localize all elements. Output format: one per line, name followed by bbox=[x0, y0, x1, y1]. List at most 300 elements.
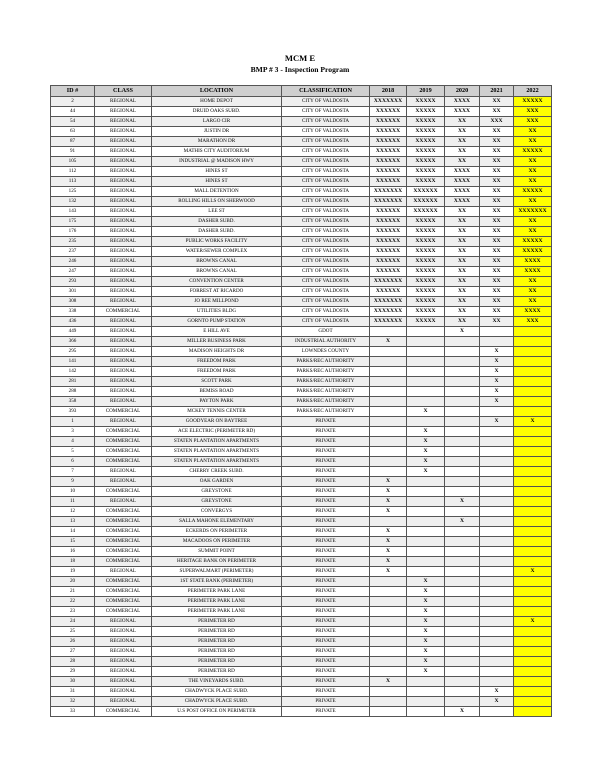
classification-cell: GDOT bbox=[282, 327, 370, 337]
year-2021-cell bbox=[480, 627, 514, 637]
classification-cell: CITY OF VALDOSTA bbox=[282, 167, 370, 177]
table-row bbox=[51, 187, 552, 197]
table-row bbox=[51, 537, 552, 547]
year-2018-cell: XXXXXX bbox=[370, 147, 407, 157]
year-2022-cell: X bbox=[514, 567, 552, 577]
classification-cell: CITY OF VALDOSTA bbox=[282, 137, 370, 147]
classification-cell: PRIVATE bbox=[282, 557, 370, 567]
year-2022-cell: XX bbox=[514, 127, 552, 137]
classification-cell: CITY OF VALDOSTA bbox=[282, 147, 370, 157]
table-row bbox=[51, 327, 552, 337]
id-cell: 6 bbox=[51, 457, 95, 467]
location-cell: FORREST AT RICARDO bbox=[152, 287, 282, 297]
year-2019-cell bbox=[407, 417, 445, 427]
year-2018-cell: X bbox=[370, 527, 407, 537]
class-cell: REGIONAL bbox=[95, 117, 152, 127]
year-2019-cell: X bbox=[407, 587, 445, 597]
year-2020-cell bbox=[445, 687, 480, 697]
location-cell: PERIMETER RD bbox=[152, 637, 282, 647]
year-2020-cell: XX bbox=[445, 117, 480, 127]
class-cell: COMMERCIAL bbox=[95, 607, 152, 617]
id-cell: 29 bbox=[51, 667, 95, 677]
id-cell: 293 bbox=[51, 277, 95, 287]
id-cell: 113 bbox=[51, 177, 95, 187]
classification-cell: CITY OF VALDOSTA bbox=[282, 297, 370, 307]
year-2018-cell bbox=[370, 357, 407, 367]
year-2018-cell bbox=[370, 467, 407, 477]
year-2021-cell bbox=[480, 677, 514, 687]
year-2021-cell bbox=[480, 597, 514, 607]
location-cell: BROWNS CANAL bbox=[152, 257, 282, 267]
class-cell: REGIONAL bbox=[95, 237, 152, 247]
year-2018-cell bbox=[370, 707, 407, 717]
year-2019-cell bbox=[407, 547, 445, 557]
id-cell: 175 bbox=[51, 217, 95, 227]
year-2020-cell: XXXX bbox=[445, 107, 480, 117]
year-2022-cell: XXXX bbox=[514, 257, 552, 267]
table-row bbox=[51, 347, 552, 357]
year-2019-cell: X bbox=[407, 457, 445, 467]
year-2022-cell bbox=[514, 507, 552, 517]
year-2021-cell bbox=[480, 407, 514, 417]
year-2022-cell bbox=[514, 467, 552, 477]
year-2018-cell bbox=[370, 617, 407, 627]
location-cell: MCKEY TENNIS CENTER bbox=[152, 407, 282, 417]
location-cell: DASHER SUBD. bbox=[152, 217, 282, 227]
class-cell: REGIONAL bbox=[95, 667, 152, 677]
year-2019-cell: XXXXX bbox=[407, 267, 445, 277]
year-2022-cell bbox=[514, 437, 552, 447]
year-2022-cell: XXXXX bbox=[514, 247, 552, 257]
year-2020-cell: X bbox=[445, 497, 480, 507]
year-2018-cell bbox=[370, 667, 407, 677]
classification-cell: PRIVATE bbox=[282, 577, 370, 587]
year-2020-cell: XXXX bbox=[445, 187, 480, 197]
class-cell: COMMERCIAL bbox=[95, 487, 152, 497]
class-cell: REGIONAL bbox=[95, 187, 152, 197]
year-2020-cell bbox=[445, 457, 480, 467]
class-cell: REGIONAL bbox=[95, 397, 152, 407]
year-2021-cell bbox=[480, 457, 514, 467]
classification-cell: CITY OF VALDOSTA bbox=[282, 157, 370, 167]
class-cell: COMMERCIAL bbox=[95, 527, 152, 537]
year-2021-cell: XX bbox=[480, 227, 514, 237]
year-2022-cell bbox=[514, 487, 552, 497]
year-2018-cell bbox=[370, 627, 407, 637]
location-cell: DASHER SUBD. bbox=[152, 227, 282, 237]
year-2020-cell: XX bbox=[445, 137, 480, 147]
id-cell: 32 bbox=[51, 697, 95, 707]
year-2019-cell: X bbox=[407, 607, 445, 617]
year-2022-cell: XXX bbox=[514, 317, 552, 327]
year-2021-cell bbox=[480, 617, 514, 627]
id-cell: 4 bbox=[51, 437, 95, 447]
year-2018-cell: XXXXXX bbox=[370, 157, 407, 167]
year-2018-cell: X bbox=[370, 537, 407, 547]
year-2021-cell: XX bbox=[480, 247, 514, 257]
classification-cell: PRIVATE bbox=[282, 607, 370, 617]
year-2019-cell bbox=[407, 357, 445, 367]
table-row bbox=[51, 437, 552, 447]
year-2022-cell bbox=[514, 697, 552, 707]
location-cell: JO REE MILLPOND bbox=[152, 297, 282, 307]
year-2022-cell: XXXXX bbox=[514, 237, 552, 247]
classification-cell: CITY OF VALDOSTA bbox=[282, 257, 370, 267]
year-2021-cell: X bbox=[480, 397, 514, 407]
year-2018-cell: XXXXXX bbox=[370, 167, 407, 177]
year-2022-cell bbox=[514, 647, 552, 657]
class-cell: REGIONAL bbox=[95, 287, 152, 297]
year-2022-cell bbox=[514, 637, 552, 647]
year-2020-cell bbox=[445, 547, 480, 557]
id-cell: 26 bbox=[51, 637, 95, 647]
year-2019-cell: X bbox=[407, 667, 445, 677]
id-cell: 11 bbox=[51, 497, 95, 507]
id-cell: 24 bbox=[51, 617, 95, 627]
table-row bbox=[51, 497, 552, 507]
year-2020-cell: XX bbox=[445, 217, 480, 227]
location-cell: CHERRY CREEK SUBD. bbox=[152, 467, 282, 477]
classification-cell: PRIVATE bbox=[282, 437, 370, 447]
class-cell: COMMERCIAL bbox=[95, 537, 152, 547]
table-row bbox=[51, 387, 552, 397]
location-cell: PERIMETER PARK LANE bbox=[152, 587, 282, 597]
class-cell: REGIONAL bbox=[95, 617, 152, 627]
location-cell: MARATHON DR bbox=[152, 137, 282, 147]
class-cell: REGIONAL bbox=[95, 127, 152, 137]
table-row bbox=[51, 557, 552, 567]
year-2018-cell bbox=[370, 457, 407, 467]
year-2019-cell bbox=[407, 707, 445, 717]
year-2022-cell: XX bbox=[514, 297, 552, 307]
id-cell: 2 bbox=[51, 97, 95, 107]
table-row bbox=[51, 657, 552, 667]
year-2022-cell: XXXXX bbox=[514, 147, 552, 157]
table-row bbox=[51, 607, 552, 617]
year-2022-cell: XX bbox=[514, 177, 552, 187]
year-2019-cell: XXXXXX bbox=[407, 187, 445, 197]
location-cell: PERIMETER RD bbox=[152, 617, 282, 627]
year-2022-cell: XXX bbox=[514, 117, 552, 127]
year-2021-cell: X bbox=[480, 357, 514, 367]
year-2020-cell: XX bbox=[445, 297, 480, 307]
year-2021-cell bbox=[480, 537, 514, 547]
year-2021-cell bbox=[480, 647, 514, 657]
location-cell: FREEDOM PARK bbox=[152, 357, 282, 367]
classification-cell: PRIVATE bbox=[282, 497, 370, 507]
year-2022-cell bbox=[514, 457, 552, 467]
year-2021-cell bbox=[480, 477, 514, 487]
year-2020-cell: XX bbox=[445, 147, 480, 157]
table-row bbox=[51, 317, 552, 327]
location-cell: THE VINEYARDS SUBD. bbox=[152, 677, 282, 687]
year-2021-cell bbox=[480, 447, 514, 457]
location-cell: GREYSTONE bbox=[152, 487, 282, 497]
id-cell: 15 bbox=[51, 537, 95, 547]
year-2018-cell: XXXXXX bbox=[370, 217, 407, 227]
year-2018-cell: XXXXXXX bbox=[370, 187, 407, 197]
classification-cell: CITY OF VALDOSTA bbox=[282, 227, 370, 237]
year-2021-cell: XX bbox=[480, 267, 514, 277]
year-2018-cell: XXXXXX bbox=[370, 137, 407, 147]
year-2021-cell: XX bbox=[480, 97, 514, 107]
table-row bbox=[51, 247, 552, 257]
class-cell: COMMERCIAL bbox=[95, 447, 152, 457]
classification-cell: CITY OF VALDOSTA bbox=[282, 237, 370, 247]
location-cell: MATHIS CITY AUDITORIUM bbox=[152, 147, 282, 157]
year-2020-cell: XX bbox=[445, 267, 480, 277]
location-cell: MALL DETENTION bbox=[152, 187, 282, 197]
class-cell: REGIONAL bbox=[95, 267, 152, 277]
year-2018-cell bbox=[370, 397, 407, 407]
id-cell: 308 bbox=[51, 297, 95, 307]
location-cell: SCOTT PARK bbox=[152, 377, 282, 387]
document-title: MCM E bbox=[284, 53, 316, 63]
year-2021-cell bbox=[480, 667, 514, 677]
class-cell: REGIONAL bbox=[95, 357, 152, 367]
year-2022-cell bbox=[514, 667, 552, 677]
id-cell: 436 bbox=[51, 317, 95, 327]
location-cell: PERIMETER RD bbox=[152, 627, 282, 637]
year-2022-cell bbox=[514, 357, 552, 367]
year-2019-cell: XXXXX bbox=[407, 97, 445, 107]
location-cell: BROWNS CANAL bbox=[152, 267, 282, 277]
year-2022-cell: XXXXX bbox=[514, 97, 552, 107]
table-row bbox=[51, 137, 552, 147]
table-row bbox=[51, 627, 552, 637]
year-2022-cell: X bbox=[514, 617, 552, 627]
class-cell: COMMERCIAL bbox=[95, 597, 152, 607]
class-cell: REGIONAL bbox=[95, 477, 152, 487]
location-cell: U.S POST OFFICE ON PERIMETER bbox=[152, 707, 282, 717]
year-2020-cell bbox=[445, 617, 480, 627]
year-2019-cell bbox=[407, 337, 445, 347]
table-row bbox=[51, 287, 552, 297]
location-cell: BEMISS ROAD bbox=[152, 387, 282, 397]
year-2020-cell bbox=[445, 347, 480, 357]
year-2019-cell: XXXXX bbox=[407, 277, 445, 287]
year-2020-cell bbox=[445, 507, 480, 517]
classification-cell: PRIVATE bbox=[282, 537, 370, 547]
location-cell: HERITAGE BANK ON PERIMETER bbox=[152, 557, 282, 567]
id-cell: 235 bbox=[51, 237, 95, 247]
year-2020-cell: XX bbox=[445, 277, 480, 287]
class-cell: REGIONAL bbox=[95, 177, 152, 187]
year-2021-cell: XX bbox=[480, 177, 514, 187]
location-cell: GORNTO PUMP STATION bbox=[152, 317, 282, 327]
column-header-2018: 2018 bbox=[370, 86, 407, 97]
year-2021-cell bbox=[480, 607, 514, 617]
location-cell: JUSTIN DR bbox=[152, 127, 282, 137]
year-2019-cell: X bbox=[407, 447, 445, 457]
id-cell: 20 bbox=[51, 577, 95, 587]
year-2022-cell bbox=[514, 527, 552, 537]
year-2018-cell: X bbox=[370, 507, 407, 517]
year-2019-cell: X bbox=[407, 437, 445, 447]
year-2019-cell: X bbox=[407, 657, 445, 667]
year-2022-cell bbox=[514, 407, 552, 417]
class-cell: COMMERCIAL bbox=[95, 307, 152, 317]
year-2022-cell bbox=[514, 707, 552, 717]
classification-cell: PARKS/REC AUTHORITY bbox=[282, 397, 370, 407]
year-2018-cell: XXXXXX bbox=[370, 257, 407, 267]
year-2021-cell: XX bbox=[480, 127, 514, 137]
table-row bbox=[51, 367, 552, 377]
year-2020-cell: XX bbox=[445, 127, 480, 137]
year-2019-cell bbox=[407, 377, 445, 387]
year-2022-cell bbox=[514, 447, 552, 457]
id-cell: 393 bbox=[51, 407, 95, 417]
location-cell: FREEDOM PARK bbox=[152, 367, 282, 377]
class-cell: REGIONAL bbox=[95, 227, 152, 237]
year-2022-cell bbox=[514, 607, 552, 617]
location-cell: GOODYEAR ON BAYTREE bbox=[152, 417, 282, 427]
year-2018-cell: XXXXXXX bbox=[370, 297, 407, 307]
id-cell: 247 bbox=[51, 267, 95, 277]
column-header-location: LOCATION bbox=[152, 86, 282, 97]
year-2019-cell bbox=[407, 347, 445, 357]
year-2019-cell bbox=[407, 527, 445, 537]
year-2022-cell bbox=[514, 577, 552, 587]
classification-cell: PRIVATE bbox=[282, 527, 370, 537]
id-cell: 54 bbox=[51, 117, 95, 127]
table-row bbox=[51, 257, 552, 267]
location-cell: GREYSTONE bbox=[152, 497, 282, 507]
class-cell: COMMERCIAL bbox=[95, 407, 152, 417]
class-cell: REGIONAL bbox=[95, 377, 152, 387]
classification-cell: CITY OF VALDOSTA bbox=[282, 247, 370, 257]
year-2019-cell bbox=[407, 507, 445, 517]
classification-cell: PRIVATE bbox=[282, 467, 370, 477]
year-2018-cell bbox=[370, 347, 407, 357]
table-row bbox=[51, 457, 552, 467]
year-2020-cell: XX bbox=[445, 237, 480, 247]
year-2020-cell bbox=[445, 487, 480, 497]
year-2018-cell bbox=[370, 637, 407, 647]
year-2022-cell bbox=[514, 497, 552, 507]
class-cell: REGIONAL bbox=[95, 417, 152, 427]
table-row bbox=[51, 157, 552, 167]
location-cell: CHADWYCK PLACE SUBD. bbox=[152, 687, 282, 697]
classification-cell: PRIVATE bbox=[282, 597, 370, 607]
year-2019-cell: XXXXX bbox=[407, 127, 445, 137]
year-2019-cell: XXXXX bbox=[407, 217, 445, 227]
table-row bbox=[51, 277, 552, 287]
year-2021-cell bbox=[480, 427, 514, 437]
table-row bbox=[51, 397, 552, 407]
table-row bbox=[51, 237, 552, 247]
id-cell: 91 bbox=[51, 147, 95, 157]
year-2021-cell bbox=[480, 527, 514, 537]
year-2019-cell: XXXXXX bbox=[407, 207, 445, 217]
year-2019-cell: X bbox=[407, 637, 445, 647]
location-cell: STATEN PLANTATION APARTMENTS bbox=[152, 437, 282, 447]
inspection-table bbox=[50, 85, 552, 717]
class-cell: REGIONAL bbox=[95, 697, 152, 707]
location-cell: ACE ELECTRIC (PERIMETER RD) bbox=[152, 427, 282, 437]
table-row bbox=[51, 467, 552, 477]
location-cell: CONVERGYS bbox=[152, 507, 282, 517]
classification-cell: LOWNDES COUNTY bbox=[282, 347, 370, 357]
id-cell: 87 bbox=[51, 137, 95, 147]
table-row bbox=[51, 207, 552, 217]
location-cell: INDUSTRIAL @ MADISON HWY bbox=[152, 157, 282, 167]
year-2021-cell: XX bbox=[480, 317, 514, 327]
year-2020-cell bbox=[445, 667, 480, 677]
classification-cell: PRIVATE bbox=[282, 447, 370, 457]
year-2021-cell: XX bbox=[480, 107, 514, 117]
year-2018-cell: X bbox=[370, 547, 407, 557]
year-2022-cell: XXX bbox=[514, 107, 552, 117]
year-2021-cell bbox=[480, 547, 514, 557]
table-row bbox=[51, 337, 552, 347]
year-2021-cell bbox=[480, 657, 514, 667]
year-2022-cell bbox=[514, 387, 552, 397]
class-cell: COMMERCIAL bbox=[95, 707, 152, 717]
year-2018-cell bbox=[370, 437, 407, 447]
table-row bbox=[51, 307, 552, 317]
year-2021-cell: XX bbox=[480, 257, 514, 267]
year-2021-cell: XX bbox=[480, 197, 514, 207]
id-cell: 13 bbox=[51, 517, 95, 527]
classification-cell: PRIVATE bbox=[282, 687, 370, 697]
id-cell: 22 bbox=[51, 597, 95, 607]
location-cell: PERIMETER PARK LANE bbox=[152, 607, 282, 617]
id-cell: 366 bbox=[51, 337, 95, 347]
classification-cell: CITY OF VALDOSTA bbox=[282, 187, 370, 197]
id-cell: 237 bbox=[51, 247, 95, 257]
table-row bbox=[51, 447, 552, 457]
location-cell: HINES ST bbox=[152, 167, 282, 177]
year-2022-cell: XX bbox=[514, 287, 552, 297]
year-2020-cell bbox=[445, 447, 480, 457]
year-2021-cell: XX bbox=[480, 237, 514, 247]
year-2022-cell bbox=[514, 587, 552, 597]
year-2018-cell: XXXXXX bbox=[370, 177, 407, 187]
year-2020-cell bbox=[445, 367, 480, 377]
year-2021-cell: XX bbox=[480, 157, 514, 167]
year-2018-cell bbox=[370, 447, 407, 457]
class-cell: REGIONAL bbox=[95, 687, 152, 697]
year-2018-cell: XXXXXXX bbox=[370, 97, 407, 107]
year-2022-cell: XX bbox=[514, 227, 552, 237]
classification-cell: PRIVATE bbox=[282, 627, 370, 637]
id-cell: 31 bbox=[51, 687, 95, 697]
table-row bbox=[51, 687, 552, 697]
year-2021-cell: XX bbox=[480, 297, 514, 307]
year-2019-cell: XXXXX bbox=[407, 317, 445, 327]
year-2019-cell: XXXXX bbox=[407, 287, 445, 297]
classification-cell: PARKS/REC AUTHORITY bbox=[282, 407, 370, 417]
year-2020-cell: XX bbox=[445, 287, 480, 297]
year-2021-cell: XX bbox=[480, 147, 514, 157]
id-cell: 30 bbox=[51, 677, 95, 687]
location-cell: PERIMETER RD bbox=[152, 647, 282, 657]
year-2021-cell: XX bbox=[480, 217, 514, 227]
year-2019-cell: XXXXX bbox=[407, 147, 445, 157]
table-row bbox=[51, 297, 552, 307]
id-cell: 19 bbox=[51, 567, 95, 577]
year-2018-cell: X bbox=[370, 567, 407, 577]
year-2022-cell bbox=[514, 557, 552, 567]
year-2021-cell: X bbox=[480, 377, 514, 387]
id-cell: 7 bbox=[51, 467, 95, 477]
year-2020-cell bbox=[445, 357, 480, 367]
id-cell: 246 bbox=[51, 257, 95, 267]
table-row bbox=[51, 97, 552, 107]
class-cell: COMMERCIAL bbox=[95, 507, 152, 517]
year-2021-cell: X bbox=[480, 697, 514, 707]
